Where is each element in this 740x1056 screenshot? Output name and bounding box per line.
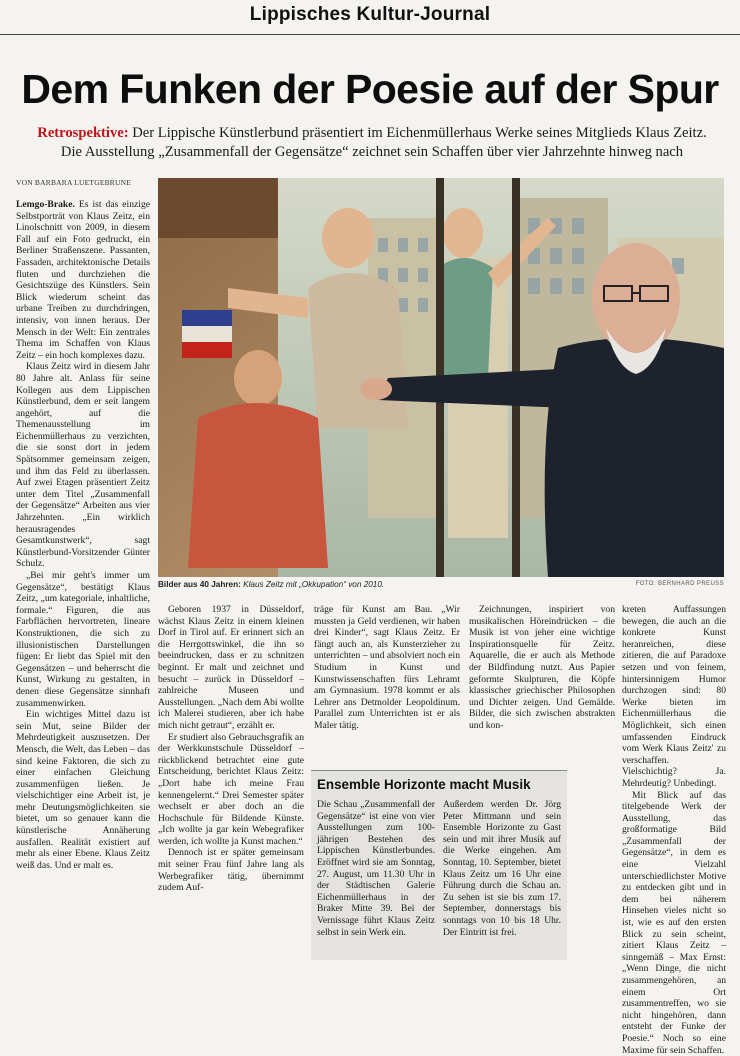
paragraph: kreten Auffassungen bewegen, die auch an die konkrete Kunst heranreichen, diese zitieren, die auf Paradoxe setzen und von feinem, hintersinnigem Humor durchzogen sind: 80 Werke bieten im Eichenmüllerhaus die Möglichkeit, sich einen umfassenden Eindruck vom Werk Klaus Zeitz' zu verschaffen. Vielschichtig? Ja. Mehrdeutig? Unbedingt. bbox=[622, 604, 726, 790]
masthead-rule bbox=[0, 34, 740, 35]
deck bbox=[16, 124, 728, 162]
info-box-text-right: Außerdem werden Dr. Jörg Peter Mittmann und sein Ensemble Horizonte zu Gast sein und mit ihrer Musik auf die Werke eingehen. Am Sonntag, 10. September, bietet Klaus Zeitz um 16 Uhr eine Führung durch die Schau an. Zu sehen ist sie bis zum 17. September, donnerstags bis sonntags von 10 bis 18 Uhr. Der Eintritt ist frei. bbox=[443, 799, 561, 938]
article-photo bbox=[158, 178, 724, 577]
paragraph: Klaus Zeitz wird in diesem Jahr 80 Jahre alt. Anlass für seine Kollegen aus dem Lippischen Künstlerbund, dem er seit langem angehört, auf die Themenausstellung im Eichenmüllerhaus zu verzichten, die sie sonst dort in jedem Spätsommer gemeinsam zeigen, und ihm das Feld zu überlassen. Auf zwei Etagen präsentiert Zeitz unter dem Titel „Zusammenfall der Gegensätze“ Arbeiten aus vier Jahrzehnten. „Ein wirklich herausragendes Gesamtkunstwerk“, sagt Künstlerbund-Vorsitzender Günter Schulz. bbox=[16, 361, 150, 570]
paragraph: Mit Blick auf das titelgebende Werk der Ausstellung, das großformatige Bild „Zusammenfall der Gegensätze“, in dem es eine Vielzahl unterschiedlichster Motive zu entdecken gibt und in dem bei näherem Hinsehen vieles nicht so ist, wie es auf den ersten Blick zu sein scheint, zitiert Klaus Zeitz – sinngemäß – Max Ernst: „Wenn Dinge, die nicht zusammengehören, an einem Ort zusammentreffen, wo sie nicht hingehören, dann entsteht der Funke der Poesie.“ Noch so eine Maxime für sein Schaffen. bbox=[622, 790, 726, 1056]
paragraph: Dennoch ist er später gemeinsam mit seiner Frau fünf Jahre lang als Werbegrafiker tätig, übernimmt zudem Auf- bbox=[158, 847, 304, 893]
caption-text: Klaus Zeitz mit „Okkupation“ von 2010. bbox=[243, 580, 384, 589]
paragraph: Ein wichtiges Mittel dazu ist sein Mut, seine Bilder der Mehrdeutigkeit auszusetzen. Der Mensch, die Welt, das Leben – das sind keine Faktoren, die sich zu einer einfachen Gleichung zusammenfügen ließen. Je vielschichtiger eine Arbeit ist, je mehr Deutungsmöglichkeiten sie bietet, um so genauer kann die künstlerische Annäherung ausfallen. Realität existiert auf mehr als einer Ebene. Klaus Zeitz weiß das. Und er malt es. bbox=[16, 709, 150, 871]
article-column-5 bbox=[622, 604, 726, 1056]
paragraph: Geboren 1937 in Düsseldorf, wächst Klaus Zeitz in einem kleinen Dorf in Tirol auf. Er erinnert sich an die Herrgottswinkel, die ihn so beeindrucken, dass er zu schnitzen beginnt. Er malt und zeichnet und besucht – zurück in Düsseldorf – zahlreiche Museen und Ausstellungen. „Nach dem Abi wollte ich Malerei studieren, aber ich habe mich nicht getraut“, erzählt er. bbox=[158, 604, 304, 732]
photo-illustration bbox=[158, 178, 724, 577]
deck-line2: Die Ausstellung „Zusammenfall der Gegensätze“ zeichnet sein Schaffen über vier Jahrzehnte hinweg nach bbox=[61, 144, 683, 160]
article-column-1 bbox=[16, 199, 150, 871]
byline: VON BARBARA LUETGEBRUNE bbox=[16, 178, 131, 187]
deck-kicker: Retrospektive: bbox=[37, 125, 128, 141]
photo-credit: FOTO: BERNHARD PREUSS bbox=[636, 581, 724, 587]
paragraph: Zeichnungen, inspiriert von musikalischen Höreindrücken – die Musik ist von jeher eine wichtige Inspirationsquelle für Zeitz. Aquarelle, die er auch als Methode der Bildfindung nutzt. Aus Papier geformte Skulpturen, die Köpfe klassischer griechischer Philosophen und Dichter zeigen. Und Gemälde. Bilder, die sich zwischen abstrakten und kon- bbox=[469, 604, 615, 732]
paragraph: träge für Kunst am Bau. „Wir mussten ja Geld verdienen, wir haben drei Kinder“, sagt Klaus Zeitz. Er fängt auch an, als Kunsterzieher zu unterrichten – und absolviert noch ein Studium in Kunst und Kunstwissenschaften fürs Lehramt am Gymnasium. 1978 kommt er als Lehrer ans Detmolder Leopoldinum. Parallel zum Unterrichten ist er als Maler tätig. bbox=[314, 604, 460, 732]
headline: Dem Funken der Poesie auf der Spur bbox=[0, 66, 740, 113]
paragraph: „Bei mir geht's immer um Gegensätze“, bestätigt Klaus Zeitz, „um kategoriale, inhaltliche, formale.“ Figuren, die aus Farbflächen hervortreten, lineare Konstruktionen, die sich zu illusionistischen Darstellungen fügen: Er liebt das Spiel mit den Gegensätzen – und beherrscht die Kunst, Wirkung zu gestalten, in denen diese Gegensätze sinnhaft zusammenwirken. bbox=[16, 570, 150, 709]
info-box-text-left: Die Schau „Zusammenfall der Gegensätze“ ist eine von vier Ausstellungen zum 100-jährigen Bestehen des Lippischen Künstlerbundes. Eröffnet wird sie am Sonntag, 27. August, um 11.30 Uhr in der Städtischen Galerie Eichenmüllerhaus in der Braker Mitte 39. Bei der Vernissage führt Klaus Zeitz selbst in sein Werk ein. bbox=[317, 799, 435, 938]
info-box bbox=[311, 770, 567, 960]
paragraph bbox=[16, 199, 150, 361]
article-column-2 bbox=[158, 604, 304, 894]
masthead: Lippisches Kultur-Journal bbox=[0, 4, 740, 26]
info-box-title: Ensemble Horizonte macht Musik bbox=[317, 777, 531, 792]
deck-line1: Der Lippische Künstlerbund präsentiert im Eichenmüllerhaus Werke seines Mitglieds Klaus Zeitz. bbox=[132, 125, 706, 141]
article-column-4 bbox=[469, 604, 615, 732]
article-column-3 bbox=[314, 604, 460, 732]
paragraph-text: Es ist das einzige Selbstporträt von Klaus Zeitz, ein Linolschnitt von 2009, in diesem Fall auf ein Foto gedruckt, ein Berliner Straßenszene. Passanten, Fassaden, architektonische Details fluten und durchziehen die Gesichtszüge des Künstlers. Sein Blick wiederum scheint das urbane Treiben zu durchdringen, intensiv, von innen heraus. Der Mensch in der Welt: Ein zentrales Thema im Schaffen von Klaus Zeitz – ein hoch komplexes dazu. bbox=[16, 199, 150, 361]
photo-caption bbox=[158, 580, 724, 589]
dateline: Lemgo-Brake. bbox=[16, 199, 75, 210]
paragraph: Er studiert also Gebrauchsgrafik an der Werkkunstschule Düsseldorf – rückblickend betrachtet eine gute Entscheidung, berichtet Klaus Zeitz: „Dort habe ich meine Frau kennengelernt.“ Drei Semester später wechselt er aber doch an die Hochschule für Bildende Künste. „Ich wollte ja gar kein Webegrafiker werden, ich wollte ja Kunst machen.“ bbox=[158, 732, 304, 848]
caption-label: Bilder aus 40 Jahren: bbox=[158, 580, 241, 589]
